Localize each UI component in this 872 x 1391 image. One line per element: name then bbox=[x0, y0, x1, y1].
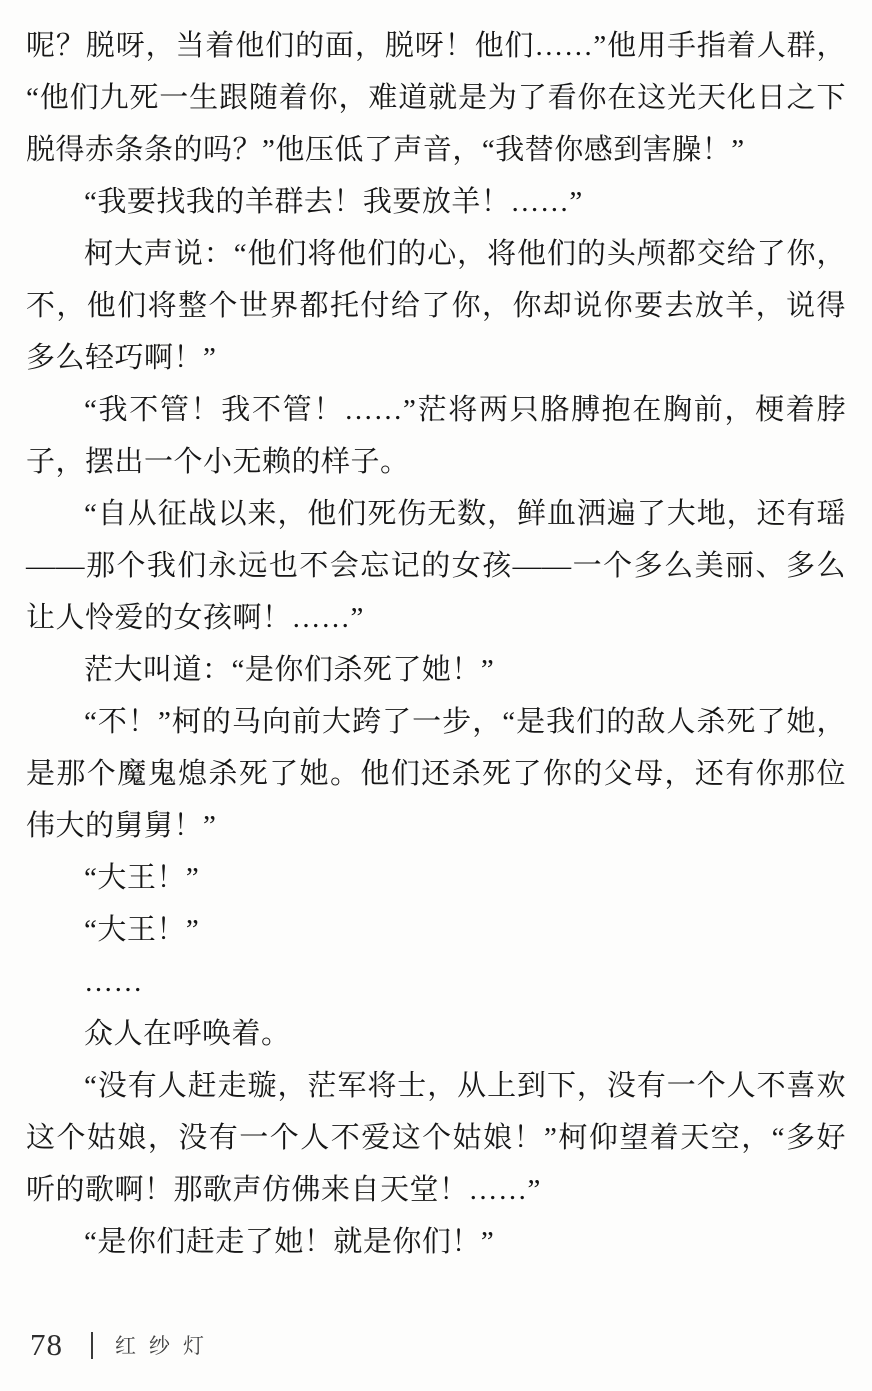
paragraph: 茫大叫道：“是你们杀死了她！” bbox=[84, 654, 495, 686]
paragraph: 柯大声说：“他们将他们的心，将他们的头颅都交给了你，不，他们将整个世界都托付给了你，你却说你要去放羊，说得多么轻巧啊！” bbox=[26, 238, 846, 374]
body-text bbox=[26, 20, 846, 1268]
page-number: 78 bbox=[30, 1327, 63, 1362]
paragraph: 呢？脱呀，当着他们的面，脱呀！他们……”他用手指着人群，“他们九死一生跟随着你，难道就是为了看你在这光天化日之下脱得赤条条的吗？”他压低了声音，“我替你感到害臊！” bbox=[26, 30, 846, 166]
paragraph: “大王！” bbox=[84, 862, 200, 894]
paragraph: “大王！” bbox=[84, 914, 200, 946]
paragraph: “我不管！我不管！……”茫将两只胳膊抱在胸前，梗着脖子，摆出一个小无赖的样子。 bbox=[26, 394, 846, 478]
paragraph: “自从征战以来，他们死伤无数，鲜血洒遍了大地，还有瑶——那个我们永远也不会忘记的女孩——一个多么美丽、多么让人怜爱的女孩啊！……” bbox=[26, 498, 846, 634]
paragraph: …… bbox=[84, 966, 143, 998]
paragraph: “我要找我的羊群去！我要放羊！……” bbox=[84, 186, 583, 218]
book-title: 红纱灯 bbox=[115, 1334, 217, 1358]
paragraph: “没有人赶走璇，茫军将士，从上到下，没有一个人不喜欢这个姑娘，没有一个人不爱这个姑娘！”柯仰望着天空，“多好听的歌啊！那歌声仿佛来自天堂！……” bbox=[26, 1070, 846, 1206]
footer bbox=[30, 1327, 217, 1363]
paragraph: “不！”柯的马向前大跨了一步，“是我们的敌人杀死了她，是那个魔鬼熄杀死了她。他们还杀死了你的父母，还有你那位伟大的舅舅！” bbox=[26, 706, 846, 842]
footer-divider-bar bbox=[91, 1332, 93, 1359]
paragraph: “是你们赶走了她！就是你们！” bbox=[84, 1226, 495, 1258]
paragraph: 众人在呼唤着。 bbox=[84, 1018, 291, 1050]
